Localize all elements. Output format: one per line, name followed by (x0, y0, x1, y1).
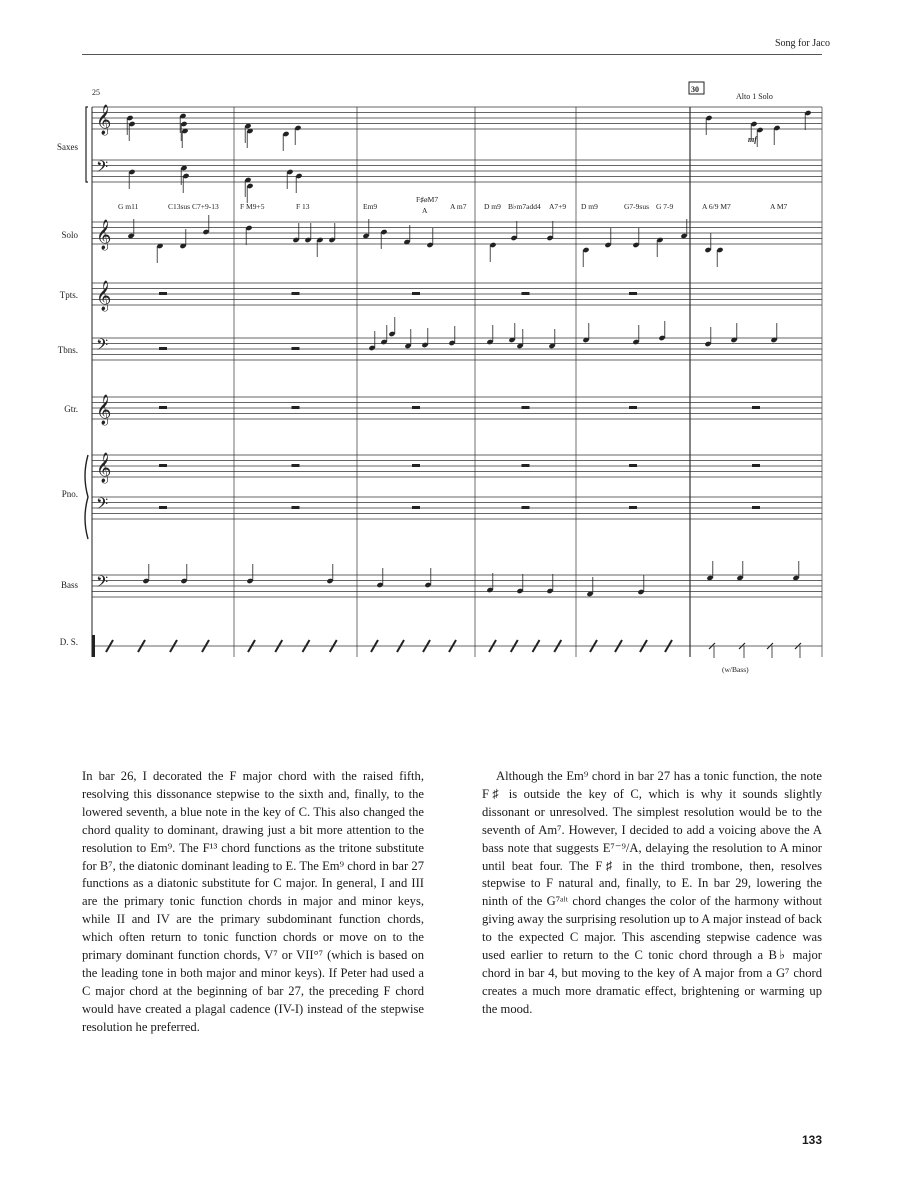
chord-symbol: F 13 (296, 202, 310, 211)
rest (629, 464, 637, 467)
chord-symbol: A (422, 206, 428, 215)
text-column-right (482, 768, 822, 1019)
rest (159, 506, 167, 509)
chord-symbol: A m7 (450, 202, 467, 211)
rest (629, 506, 637, 509)
treble-clef: 𝄞 (96, 281, 112, 310)
chord-symbol: D m9 (581, 202, 598, 211)
rest (629, 406, 637, 409)
inst-label: Tpts. (59, 290, 78, 300)
score-notes (106, 110, 812, 658)
inst-label: Gtr. (64, 404, 78, 414)
ped-note: (w/Bass) (722, 665, 749, 674)
sax-bracket (86, 107, 88, 182)
rest (412, 464, 420, 467)
bass-clef: 𝄢 (96, 337, 109, 358)
rest (752, 464, 760, 467)
rest (752, 406, 760, 409)
rest (159, 464, 167, 467)
rest (412, 292, 420, 295)
chord-symbol: C13sus C7+9-13 (168, 202, 219, 211)
rest (522, 506, 530, 509)
rest (292, 347, 300, 350)
rest (412, 406, 420, 409)
rest (752, 506, 760, 509)
chord-symbol: Em9 (363, 202, 378, 211)
paragraph: In bar 26, I decorated the F major chord with the raised fifth, resolving this dissonance stepwise to the sixth and, finally, to the lowered seventh, a blue note in the key of C. This also changed the chord quality to dominant, drawing just a bit more attention to the resolution to Em⁹. The F¹³ chord functions as the tritone substitute for B⁷, the diatonic dominant leading to E. The Em⁹ chord in bar 27 functions as a diatonic substitute for C major. In general, I and III are the primary tonic function chords in major and minor keys, while II and IV are the primary subdominant function chords, which often return to tonic function chords or move on to the primary dominant function chords, V⁷ or VII°⁷ (which is based on the leading tone in both major and minor keys). If Peter had used a C major chord at the beginning of bar 27, the preceding F chord would have created a plagal cadence (IV-I) instead of the stepwise resolution he preferred. (82, 769, 424, 1034)
measure-number: 25 (92, 88, 100, 97)
treble-clef: 𝄞 (96, 453, 112, 482)
inst-label: Tbns. (57, 345, 78, 355)
chord-symbol: G m11 (118, 202, 139, 211)
rest (629, 292, 637, 295)
bass-clef: 𝄢 (96, 496, 109, 517)
rehearsal-mark: 30 (691, 85, 699, 94)
rest (292, 292, 300, 295)
rest (522, 464, 530, 467)
paragraph: Although the Em⁹ chord in bar 27 has a tonic function, the note F♯ is outside the key of C, which is why it sounds slightly dissonant or unresolved. The simplest resolution would be to the seventh of Am⁷. However, I decided to add a voicing above the A bass note that suggests E⁷⁻⁹/A, delaying the resolution to A minor until beat four. The F♯ in the third trombone, then, resolves stepwise to F natural and, finally, to E. In bar 29, lowering the ninth of the G⁷ᵃˡᵗ chord changes the color of the harmony without giving away the surprising resolution up to A major instead of back to the expected C major. This ascending stepwise cadence was used earlier to return to the C tonic chord through a B♭ major chord in bar 4, but moving to the key of A major from a G⁷ chord creates a much more dramatic effect, brightening or warming up the mood. (482, 769, 822, 1016)
bass-clef: 𝄢 (96, 574, 109, 595)
treble-clef: 𝄞 (96, 395, 112, 424)
rest (292, 464, 300, 467)
text-column-left (82, 768, 424, 1037)
treble-clef: 𝄞 (96, 105, 112, 134)
inst-label: Bass (60, 580, 78, 590)
inst-label: D. S. (59, 637, 78, 647)
chord-symbol: B♭m7add4 (508, 202, 541, 211)
bass-clef: 𝄢 (96, 159, 109, 180)
chord-symbol: A M7 (770, 202, 788, 211)
rest (292, 506, 300, 509)
inst-label: Solo (61, 230, 78, 240)
rest (522, 292, 530, 295)
bar-lines (85, 107, 822, 657)
running-header: Song for Jaco (775, 38, 830, 49)
solo-label: Alto 1 Solo (736, 92, 773, 101)
rest (412, 506, 420, 509)
chord-symbol: G 7-9 (656, 202, 674, 211)
rest (522, 406, 530, 409)
piano-brace (85, 455, 88, 539)
treble-clef: 𝄞 (96, 220, 112, 249)
rest (292, 406, 300, 409)
inst-label: Pno. (61, 489, 78, 499)
chord-symbol: A 6/9 M7 (702, 202, 731, 211)
rest (159, 347, 167, 350)
rest (159, 292, 167, 295)
chord-symbol: F M9+5 (240, 202, 265, 211)
chord-symbol: D m9 (484, 202, 501, 211)
rest (159, 406, 167, 409)
dynamic-marking: mf (748, 135, 757, 144)
chord-symbol: G7-9sus (624, 202, 650, 211)
inst-label: Saxes (57, 142, 78, 152)
chord-symbol: F♯øM7 (416, 195, 439, 204)
page-number: 133 (801, 1133, 822, 1147)
chord-symbol: A7+9 (549, 202, 567, 211)
